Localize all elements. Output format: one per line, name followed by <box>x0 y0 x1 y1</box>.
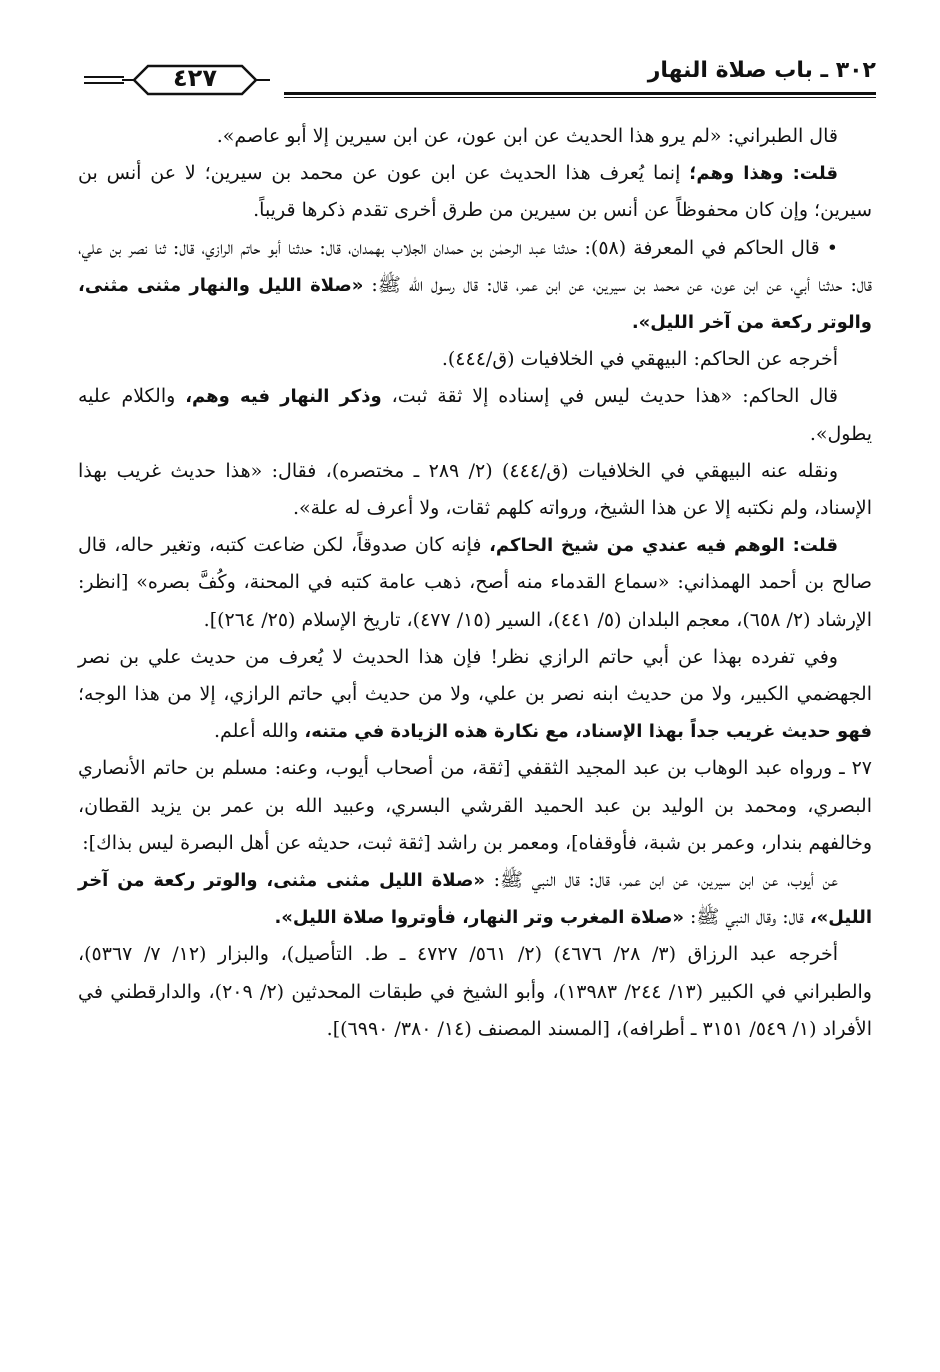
text-run: قال الحاكم: «هذا حديث ليس في إسناده إلا ثقة ثبت، <box>381 385 838 408</box>
main-text <box>78 118 872 1048</box>
text-run: ٢٧ ـ ورواه عبد الوهاب بن عبد المجيد الثقفي [ثقة، من أصحاب أيوب، وعنه: مسلم بن حاتم الأنصاري البصري، ومحمد بن الوليد بن عبد الحميد القرشي البسري، وعبيد الله بن عمر بن يزيد القطان، وخالفهم بندار، وعمر بن شبة، فأوقفاه]، ومعمر بن راشد [ثقة ثبت، حديثه عن أهل البصرة ليس بذاك]: <box>78 757 872 854</box>
text-run: إنما يُعرف هذا الحديث عن ابن عون عن محمد بن سيرين؛ لا عن أنس بن سيرين؛ وإن كان محفوظاً عن أنس بن سيرين من طرق أخرى تقدم ذكرها قريباً. <box>78 162 872 222</box>
paragraph-p11 <box>78 936 872 1048</box>
chapter-title: ٣٠٢ ـ باب صلاة النهار <box>647 58 876 83</box>
page-number: ٤٢٧ <box>173 64 217 92</box>
bold-run: قلت: الوهم فيه عندي من شيخ الحاكم، <box>489 535 838 557</box>
text-run: وفي تفرده بهذا عن أبي حاتم الرازي نظر! فإن هذا الحديث لا يُعرف من حديث علي بن نصر الجهضمي الكبير، ولا من حديث ابنه نصر بن علي، ولا من حديث أبي حاتم الرازي، إلا من هذا الوجه؛ <box>78 645 872 706</box>
text-run: أخرجه عن الحاكم: البيهقي في الخلافيات (ق/٤٤٤). <box>441 348 838 371</box>
header-rule <box>284 92 876 95</box>
bold-run: قلت: وهذا وهم؛ <box>689 163 838 185</box>
bold-run: «صلاة الليل مثنى مثنى، والوتر ركعة من آخر الليل»، <box>78 870 872 929</box>
paragraph-p5 <box>78 378 872 452</box>
paragraph-p10 <box>78 862 872 936</box>
text-run: والله أعلم. <box>214 720 305 743</box>
bold-run: فهو حديث غريب جداً بهذا الإسناد، مع نكارة هذه الزيادة في متنه، <box>304 721 872 743</box>
header-rule-thin <box>284 97 876 98</box>
paragraph-p4 <box>78 341 872 378</box>
paragraph-p8 <box>78 639 872 751</box>
text-run: • قال الحاكم في المعرفة (٥٨): حدثنا عبد الرحمٰن بن حمدان الجلاب بهمدان، قال: حدثنا أبو حاتم الرازي، قال: ثنا نصر بن علي، قال: حدثنا أبي، عن ابن عون، عن محمد بن سيرين، عن ابن عمر، قال: قال رسول الله ﷺ: <box>78 236 872 296</box>
bold-run: «صلاة الليل والنهار مثنى مثنى، والوتر ركعة من آخر الليل». <box>78 274 872 334</box>
text-run: ونقله عنه البيهقي في الخلافيات (ق/٤٤٤) (٢/ ٢٨٩ ـ مختصره)، فقال: «هذا حديث غريب بهذا الإسناد، ولم نكتبه إلا عن هذا الشيخ، ورواته كلهم ثقات، ولا أعرف له علة». <box>78 459 872 520</box>
paragraph-p7 <box>78 527 872 639</box>
text-run: والكلام عليه يطول». <box>78 385 872 445</box>
paragraph-p9 <box>78 750 872 862</box>
page-header <box>84 50 876 98</box>
text-run: قال: وقال النبي ﷺ: <box>683 906 810 929</box>
bold-run: وذكر النهار فيه وهم، <box>185 386 382 408</box>
paragraph-p6 <box>78 453 872 527</box>
text-run: عن أيوب، عن ابن سيرين، عن ابن عمر، قال: قال النبي ﷺ: <box>485 869 838 892</box>
text-run: قال الطبراني: «لم يرو هذا الحديث عن ابن عون، عن ابن سيرين إلا أبو عاصم». <box>216 125 838 147</box>
paragraph-p2 <box>78 155 872 229</box>
bold-run: «صلاة المغرب وتر النهار، فأوتروا صلاة الليل». <box>274 907 684 929</box>
text-run: فإنه كان صدوقاً، لكن ضاعت كتبه، وتغير حاله، قال صالح بن أحمد الهمذاني: «سماع القدماء منه أصح، ذهب عامة كتبه في المحنة، وكُفَّ بصره» [انظر: الإرشاد (٢/ ٦٥٨)، معجم البلدان (٥/ ٤٤١)، السير (١٥/ ٤٧٧)، تاريخ الإسلام (٢٥/ ٢٦٤)]. <box>78 534 872 631</box>
text-run: أخرجه عبد الرزاق (٣/ ٢٨/ ٤٦٧٦) (٢/ ٥٦١/ ٤٧٢٧ ـ ط. التأصيل)، والبزار (١٢/ ٧/ ٥٣٦٧)، والطبراني في الكبير (١٣/ ٢٤٤/ ١٣٩٨٣)، وأبو الشيخ في طبقات المحدثين (٢/ ٢٠٩)، والدارقطني في الأفراد (١/ ٥٤٩/ ٣١٥١ ـ أطرافه)، [المسند المصنف (١٤/ ٣٨٠/ ٦٩٩٠)]. <box>78 943 872 1040</box>
paragraph-p1 <box>78 118 872 155</box>
paragraph-p3 <box>78 230 872 342</box>
header-dash-lines <box>84 72 124 88</box>
